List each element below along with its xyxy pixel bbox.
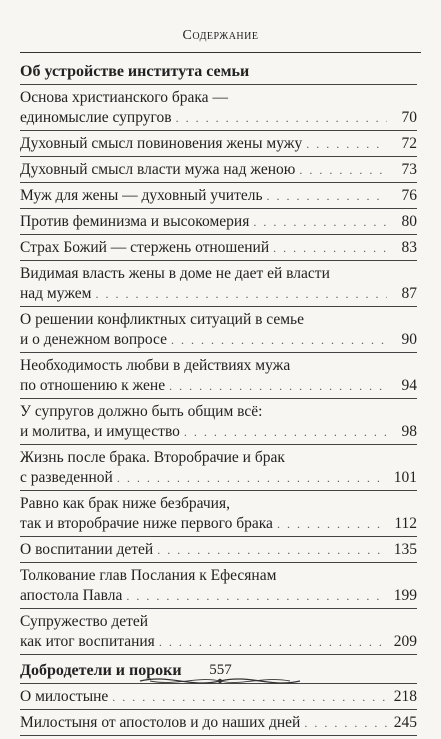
dot-leader [299, 160, 387, 180]
toc-entry-page-number: 101 [393, 469, 417, 486]
toc-entry-last-line [20, 186, 417, 206]
toc-entry [20, 186, 417, 206]
toc-entry-title: по отношению к жене [20, 377, 166, 394]
toc-entry [20, 88, 417, 128]
toc-entry-title: Духовный смысл повиновения жены мужу [20, 135, 303, 152]
dot-leader [169, 376, 387, 396]
toc-entry-title-line: О решении конфликтных ситуаций в семье [20, 311, 305, 328]
toc-entry-page-number: 112 [394, 515, 417, 532]
toc-entry-page-number: 245 [393, 714, 417, 731]
toc-entry-title-line: Необходимость любви в действиях мужа [20, 357, 291, 374]
toc-entry-page-number: 83 [401, 239, 417, 256]
dot-leader [176, 108, 387, 128]
toc-entry-last-line [20, 160, 417, 180]
toc-entry-last-line [20, 422, 417, 442]
toc-entry-last-line [20, 468, 417, 488]
divider [20, 654, 417, 655]
toc-entry-page-number: 199 [393, 587, 417, 604]
toc-entry-last-line [20, 632, 417, 652]
toc-entry-title: над мужем [20, 285, 92, 302]
header-rule [20, 52, 421, 53]
toc-entry-title: и о денежном вопросе [20, 331, 167, 348]
toc-entry-page-number: 80 [401, 213, 417, 230]
divider [20, 84, 417, 85]
dot-leader [95, 284, 387, 304]
divider [20, 444, 417, 445]
divider [20, 352, 417, 353]
toc-entry-page-number: 135 [393, 541, 417, 558]
divider [20, 208, 417, 209]
toc-entry-title: апостола Павла [20, 587, 123, 604]
dot-leader [253, 212, 387, 232]
toc-entry [20, 687, 417, 707]
divider [20, 156, 417, 157]
toc-entry [20, 612, 417, 652]
toc-entry-title: Муж для жены — духовный учитель [20, 187, 263, 204]
toc-entry [20, 448, 417, 488]
dot-leader [171, 330, 387, 350]
page-number: 557 [209, 662, 232, 678]
toc-entry-page-number: 70 [401, 109, 417, 126]
divider [20, 608, 417, 609]
dot-leader [184, 422, 387, 442]
toc-entry-last-line [20, 108, 417, 128]
toc-entry-title-line: Равно как брак ниже безбрачия, [20, 495, 230, 512]
divider [20, 709, 417, 710]
toc-list-family [20, 88, 417, 655]
toc-entry [20, 713, 417, 733]
toc-entry-title-line: У супругов должно быть общим всё: [20, 403, 263, 420]
divider [20, 130, 417, 131]
toc-entry-title: с разведенной [20, 469, 113, 486]
toc-entry-title: Духовный смысл власти мужа над женою [20, 161, 296, 178]
toc-entry-title-line: Видимая власть жены в доме не дает ей власти [20, 265, 330, 282]
toc-entry-page-number: 87 [401, 285, 417, 302]
toc-entry [20, 264, 417, 304]
toc-entry-title: Милостыня от апостолов и до наших дней [20, 714, 301, 731]
divider [20, 182, 417, 183]
toc-entry [20, 310, 417, 350]
toc-entry [20, 134, 417, 154]
table-of-contents [20, 58, 417, 739]
running-header: Содержание [182, 28, 259, 43]
dot-leader [126, 586, 387, 606]
toc-entry-title-line: Жизнь после брака. Второбрачие и брак [20, 449, 285, 466]
decorative-flourish-icon [130, 672, 310, 690]
toc-entry-last-line [20, 514, 417, 534]
toc-entry-last-line [20, 330, 417, 350]
divider [20, 490, 417, 491]
toc-entry-page-number: 90 [401, 331, 417, 348]
toc-entry-title: единомыслие супругов [20, 109, 172, 126]
toc-entry-last-line [20, 134, 417, 154]
dot-leader [304, 713, 387, 733]
toc-entry-title: как итог воспитания [20, 633, 155, 650]
toc-entry-last-line [20, 713, 417, 733]
toc-entry-last-line [20, 540, 417, 560]
toc-entry [20, 356, 417, 396]
toc-entry [20, 566, 417, 606]
toc-entry-title-line: Супружество детей [20, 613, 149, 630]
toc-entry-page-number: 72 [401, 135, 417, 152]
toc-entry-title: О воспитании детей [20, 541, 154, 558]
dot-leader [157, 540, 387, 560]
toc-entry-last-line [20, 687, 417, 707]
toc-entry-title: и молитва, и имущество [20, 423, 180, 440]
dot-leader [267, 186, 387, 206]
toc-list-virtues [20, 687, 417, 736]
toc-entry-title-line: Основа христианского брака — [20, 89, 228, 106]
toc-entry-page-number: 94 [401, 377, 417, 394]
divider [20, 398, 417, 399]
divider [20, 306, 417, 307]
toc-entry-title: так и второбрачие ниже первого брака [20, 515, 273, 532]
toc-entry-last-line [20, 376, 417, 396]
toc-entry [20, 540, 417, 560]
dot-leader [112, 687, 387, 707]
dot-leader [117, 468, 387, 488]
toc-entry-title: Против феминизма и высокомерия [20, 213, 250, 230]
toc-entry-page-number: 98 [401, 423, 417, 440]
toc-entry-last-line [20, 284, 417, 304]
toc-entry-last-line [20, 238, 417, 258]
toc-entry-title: Страх Божий — стержень отношений [20, 239, 270, 256]
toc-entry-page-number: 73 [401, 161, 417, 178]
divider [20, 260, 417, 261]
section-title-family: Об устройстве института семьи [20, 63, 250, 80]
toc-entry [20, 494, 417, 534]
toc-entry-page-number: 76 [401, 187, 417, 204]
divider [20, 735, 417, 736]
section-title-virtues: Добродетели и пороки [20, 662, 182, 679]
divider [20, 234, 417, 235]
toc-entry [20, 238, 417, 258]
toc-entry-page-number: 218 [393, 688, 417, 705]
divider [20, 536, 417, 537]
toc-entry [20, 212, 417, 232]
toc-entry [20, 402, 417, 442]
toc-entry-last-line [20, 586, 417, 606]
divider [20, 562, 417, 563]
dot-leader [273, 238, 387, 258]
dot-leader [306, 134, 387, 154]
dot-leader [159, 632, 387, 652]
toc-entry-page-number: 209 [393, 633, 417, 650]
toc-entry-title: О милостыне [20, 688, 109, 705]
toc-entry-last-line [20, 212, 417, 232]
dot-leader [277, 514, 387, 534]
toc-entry [20, 160, 417, 180]
toc-entry-title-line: Толкование глав Послания к Ефесянам [20, 567, 277, 584]
